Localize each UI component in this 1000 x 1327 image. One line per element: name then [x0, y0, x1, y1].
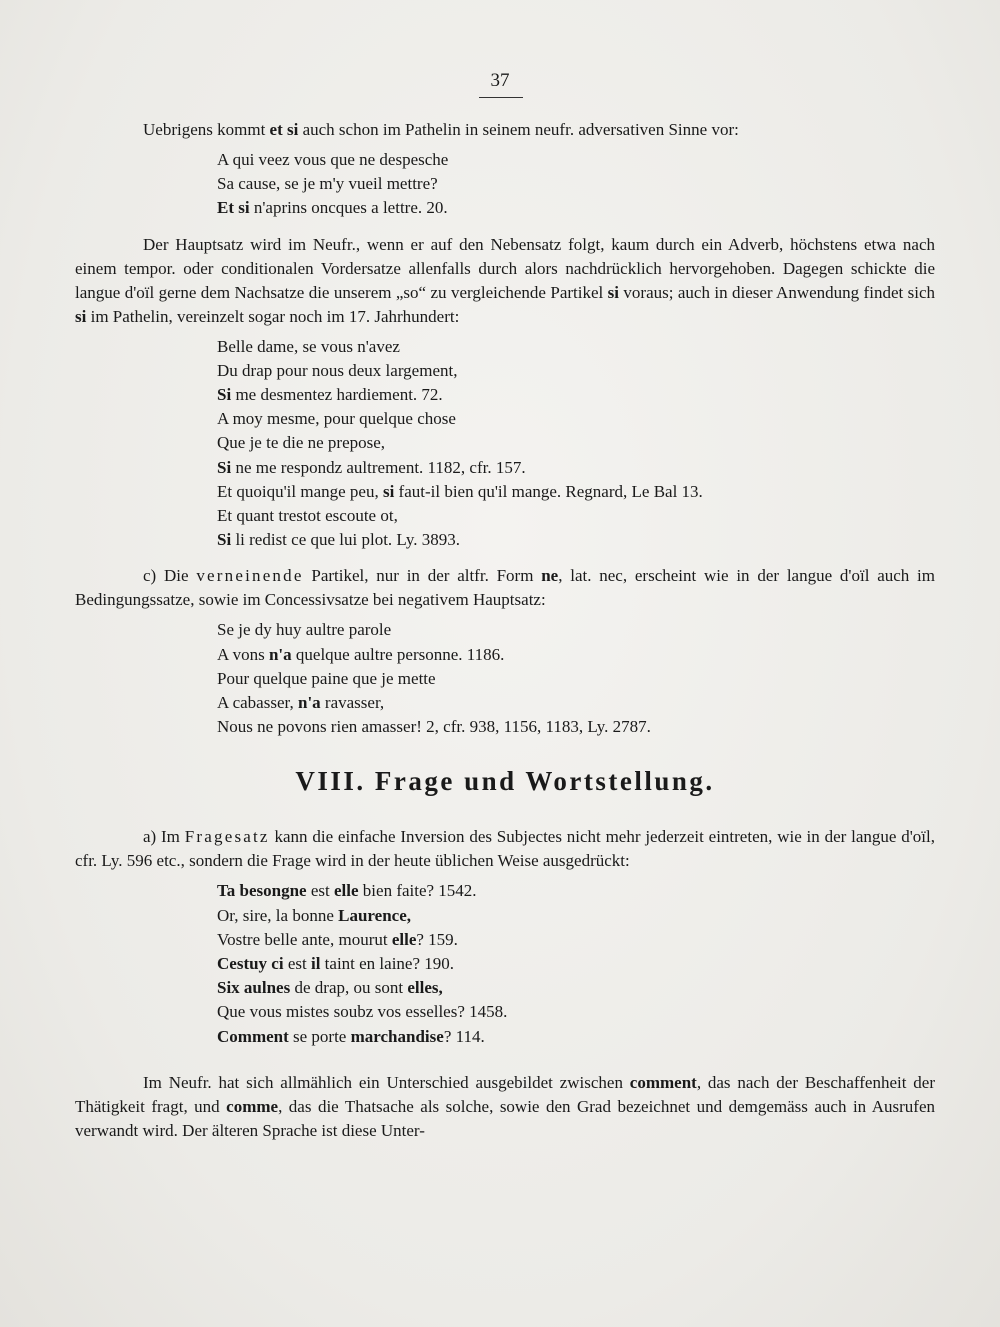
text: ravasser,	[320, 693, 385, 713]
verse-line	[217, 383, 935, 407]
text: de drap, ou sont	[290, 978, 408, 998]
bold-term: et si	[269, 120, 299, 139]
text: Partikel, nur in der altfr. Form	[303, 566, 542, 586]
verse-line	[217, 196, 935, 220]
bold-term: il	[310, 954, 321, 974]
spaced-term: verneinende	[196, 566, 304, 586]
bold-term: Laurence,	[338, 905, 411, 925]
verse-quote-4	[217, 879, 935, 1048]
text: auch schon im Pathelin in seinem neufr. adversativen Sinne vor:	[298, 120, 739, 139]
bold-term: comme	[226, 1096, 279, 1116]
text: se porte	[288, 1026, 351, 1046]
text: est	[306, 881, 334, 901]
section-heading: VIII. Frage und Wortstellung.	[295, 766, 715, 797]
verse-line: Que vous mistes soubz vos esselles? 1458.	[217, 1002, 508, 1022]
bold-term: Cestuy ci	[217, 954, 284, 974]
text: me desmentez hardiement. 72.	[231, 385, 443, 405]
bold-term: Ta besongne	[217, 881, 307, 901]
text: bien faite? 1542.	[358, 881, 477, 901]
verse-line	[217, 643, 935, 667]
verse-quote-1	[217, 148, 935, 221]
text: A vons	[217, 644, 269, 664]
bold-term: elle	[391, 929, 417, 949]
bold-term: Et si	[217, 198, 250, 218]
verse-quote-3	[217, 618, 935, 739]
text: Im Neufr. hat sich allmählich ein Unterschied ausgebildet zwischen	[143, 1072, 630, 1092]
text: li redist ce que lui plot. Ly. 3893.	[231, 530, 461, 550]
text: A cabasser,	[217, 693, 298, 713]
spaced-term: Fragesatz	[184, 827, 270, 847]
verse-line: Et quant trestot escoute ot,	[217, 506, 398, 526]
text: ne me respondz aultrement. 1182, cfr. 157.	[231, 457, 526, 477]
verse-line: Se je dy huy aultre parole	[217, 620, 392, 640]
text: Et quoiqu'il mange peu,	[217, 481, 383, 501]
verse-line	[217, 1025, 935, 1049]
verse-line: A moy mesme, pour quelque chose	[217, 409, 456, 429]
bold-term: elle	[334, 881, 359, 901]
text: faut-il bien qu'il mange. Regnard, Le Bal 13.	[394, 481, 703, 501]
text: quelque aultre personne. 1186.	[291, 644, 505, 664]
bold-term: Six aulnes	[217, 978, 291, 998]
verse-line: Nous ne povons rien amasser! 2, cfr. 938, 1156, 1183, Ly. 2787.	[217, 717, 651, 737]
bold-term: si	[607, 282, 620, 302]
bold-term: n'a	[297, 693, 321, 713]
paragraph-et-si	[75, 118, 935, 142]
verse-line: Du drap pour nous deux largement,	[217, 360, 458, 380]
text: im Pathelin, vereinzelt sogar noch im 17. Jahrhundert:	[86, 306, 460, 326]
page-body	[75, 118, 935, 1143]
text: a) Im	[143, 827, 185, 847]
bold-term: Si	[217, 385, 232, 405]
text: taint en laine? 190.	[320, 954, 455, 974]
verse-line	[217, 528, 935, 552]
text: , lat. nec, erscheint wie in der langue d'oïl auch im Bedingungssatze, sowie im Concessivsatze bei negativem Hauptsatz:	[75, 566, 936, 610]
text: est	[283, 954, 311, 974]
paragraph-hauptsatz	[75, 233, 935, 329]
bold-term: elles,	[407, 978, 443, 998]
paragraph-verneinende-partikel	[75, 564, 935, 612]
page-number-rule	[479, 97, 523, 98]
verse-line: Sa cause, se je m'y vueil mettre?	[217, 174, 438, 194]
verse-line	[217, 952, 935, 976]
verse-line	[217, 691, 935, 715]
verse-line: Belle dame, se vous n'avez	[217, 336, 400, 356]
page-number: 37	[490, 70, 510, 91]
verse-line: A qui veez vous que ne despesche	[217, 150, 449, 169]
bold-term: Si	[217, 457, 232, 477]
bold-term: ne	[541, 566, 559, 586]
text: , das nach der Beschaffenheit der Thätigkeit fragt, und	[75, 1072, 936, 1116]
paragraph-fragesatz	[75, 825, 935, 873]
bold-term: Comment	[217, 1026, 289, 1046]
verse-line: Pour quelque paine que je mette	[217, 668, 436, 688]
text: ? 159.	[416, 929, 458, 949]
text: voraus; auch in dieser Anwendung findet sich	[619, 282, 936, 302]
text: ? 114.	[443, 1026, 485, 1046]
text: kann die einfache Inversion des Subjectes nicht mehr jederzeit eintreten, wie in der langue d'oïl, cfr. Ly. 596 etc., sondern die Frage wird in der heute üblichen Weise ausgedrückt:	[75, 827, 935, 871]
text: Or, sire, la bonne	[217, 905, 339, 925]
text: Vostre belle ante, mourut	[217, 929, 392, 949]
paragraph-comment-comme	[75, 1071, 935, 1143]
text: n'aprins oncques a lettre. 20.	[249, 198, 448, 218]
verse-line: Que je te die ne prepose,	[217, 433, 386, 453]
bold-term: n'a	[268, 644, 292, 664]
verse-line	[217, 976, 935, 1000]
verse-quote-2	[217, 335, 935, 553]
verse-line	[217, 456, 935, 480]
verse-line	[217, 904, 935, 928]
bold-term: marchandise	[350, 1026, 444, 1046]
bold-term: Si	[217, 530, 232, 550]
text: Uebrigens kommt	[143, 120, 270, 139]
text: Der Hauptsatz wird im Neufr., wenn er auf den Nebensatz folgt, kaum durch ein Adverb, höchstens etwa nach einem tempor. oder conditionalen Vordersatze allenfalls durch alors nachdrücklich hervorgehoben. Dagegen schickte die langue d'oïl gerne dem Nachsatze die unserem „so“ zu vergleichende Partikel	[75, 234, 935, 302]
bold-term: comment	[629, 1072, 697, 1092]
bold-term: si	[382, 481, 395, 501]
verse-line	[217, 480, 935, 504]
verse-line	[217, 879, 935, 903]
text: , das die Thatsache als solche, sowie den Grad bezeichnet und demgemäss auch in Ausrufen verwandt wird. Der älteren Sprache ist diese Unter-	[75, 1096, 935, 1140]
text: c) Die	[143, 566, 197, 586]
bold-term: si	[75, 306, 87, 326]
verse-line	[217, 928, 935, 952]
